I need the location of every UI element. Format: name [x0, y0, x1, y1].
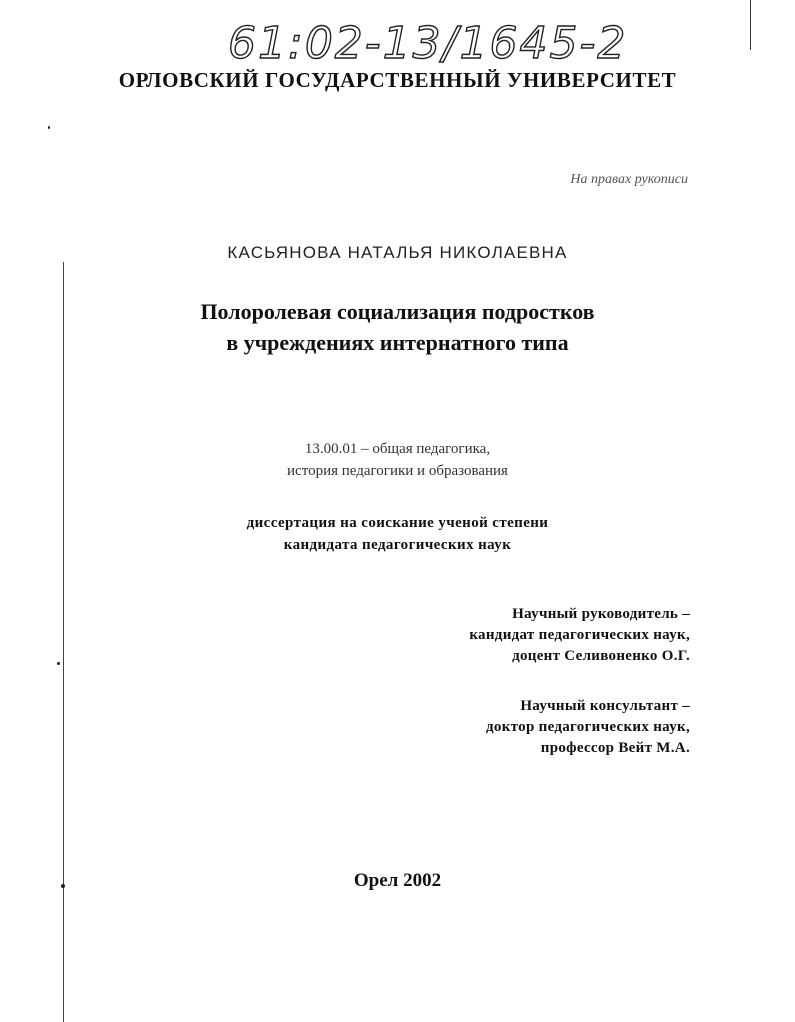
consultant-degree: доктор педагогических наук, — [486, 719, 690, 735]
scan-artifact-dot — [57, 662, 60, 665]
consultant-role: Научный консультант – — [520, 698, 690, 714]
scientific-consultant — [486, 696, 690, 759]
author-name: КАСЬЯНОВА НАТАЛЬЯ НИКОЛАЕВНА — [227, 243, 568, 262]
degree-statement — [0, 512, 795, 556]
degree-line: кандидата педагогических наук — [283, 537, 512, 553]
archive-code-text: 61:02-13/1645-2 — [228, 18, 628, 69]
title-line: в учреждениях интернатного типа — [226, 330, 569, 355]
specialty-line: история педагогики и образования — [287, 463, 508, 479]
specialty-code — [0, 438, 795, 482]
advisor-name: доцент Селивоненко О.Г. — [512, 648, 690, 664]
scan-artifact-line — [750, 0, 751, 50]
scan-artifact-line — [63, 262, 64, 1022]
degree-line: диссертация на соискание ученой степени — [246, 515, 549, 531]
city-year: Орел 2002 — [353, 870, 442, 891]
dissertation-title — [0, 296, 795, 358]
advisor-role: Научный руководитель – — [512, 606, 690, 622]
scan-artifact-dot — [48, 126, 50, 129]
advisor-degree: кандидат педагогических наук, — [469, 627, 690, 643]
specialty-line: 13.00.01 – общая педагогика, — [304, 441, 491, 457]
title-line: Полоролевая социализация подростков — [200, 299, 595, 324]
scientific-advisor — [469, 604, 690, 667]
manuscript-rights-note: На правах рукописи — [570, 172, 688, 187]
university-name: ОРЛОВСКИЙ ГОСУДАРСТВЕННЫЙ УНИВЕРСИТЕТ — [118, 68, 677, 92]
consultant-name: профессор Вейт М.А. — [540, 740, 690, 756]
